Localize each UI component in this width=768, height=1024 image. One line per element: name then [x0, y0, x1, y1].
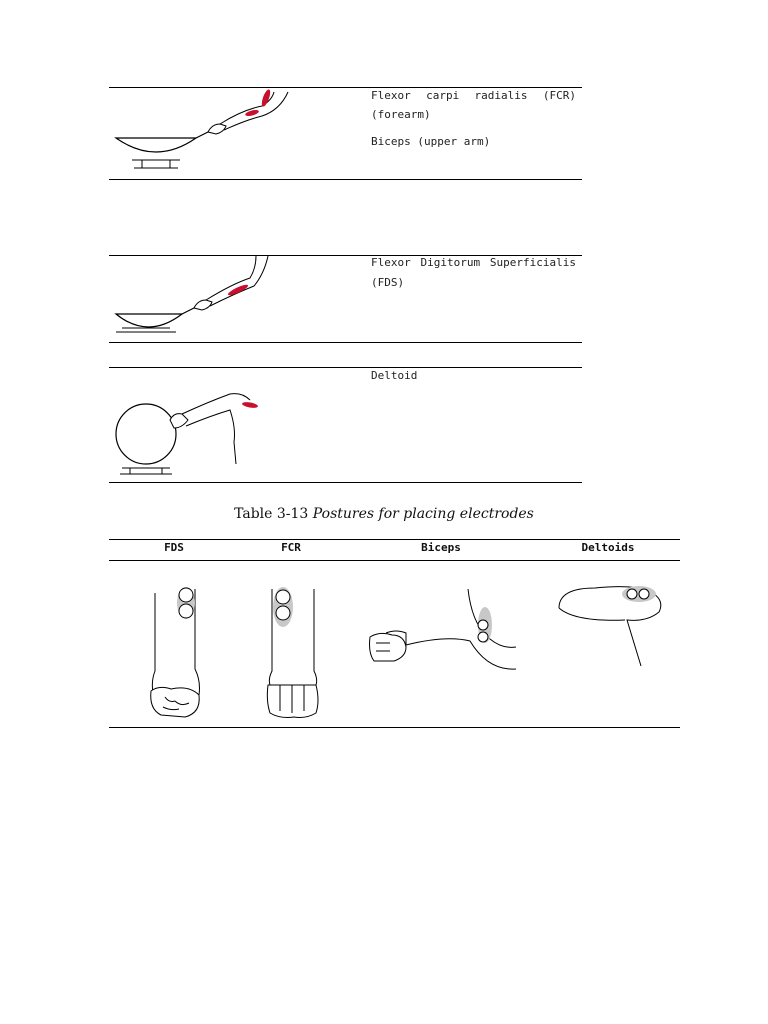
caption-number: Table 3-13 [234, 506, 309, 522]
ball-press-deltoid-illustration [112, 380, 272, 480]
caption-title: Postures for placing electrodes [312, 506, 534, 522]
biceps-electrode-placement-illustration [366, 585, 516, 675]
deltoid-electrode-placement-illustration [555, 582, 665, 672]
column-header-fds: FDS [164, 541, 184, 554]
column-header-deltoids: Deltoids [581, 541, 635, 554]
table-caption [0, 506, 768, 522]
muscle-label-fcr: Flexor carpi radialis (FCR) [371, 89, 576, 102]
table-rule [109, 179, 582, 180]
column-header-biceps: Biceps [421, 541, 461, 554]
table-rule [109, 482, 582, 483]
table-rule [109, 539, 680, 540]
muscle-label-biceps: Biceps (upper arm) [371, 135, 491, 148]
muscle-label-fds: Flexor Digitorum Superficialis [371, 256, 576, 269]
muscle-label-fds-abbr: (FDS) [371, 276, 405, 289]
table-rule [109, 367, 582, 368]
column-header-fcr: FCR [281, 541, 301, 554]
fds-electrode-placement-illustration [145, 585, 205, 720]
muscle-label-deltoid: Deltoid [371, 369, 418, 382]
table-rule [109, 342, 582, 343]
muscle-label-fcr-location: (forearm) [371, 108, 431, 121]
table-rule [109, 727, 680, 728]
table-rule [109, 560, 680, 561]
wok-cooking-fds-illustration [112, 256, 282, 338]
fcr-electrode-placement-illustration [262, 585, 322, 720]
wok-cooking-biceps-illustration [112, 88, 292, 176]
